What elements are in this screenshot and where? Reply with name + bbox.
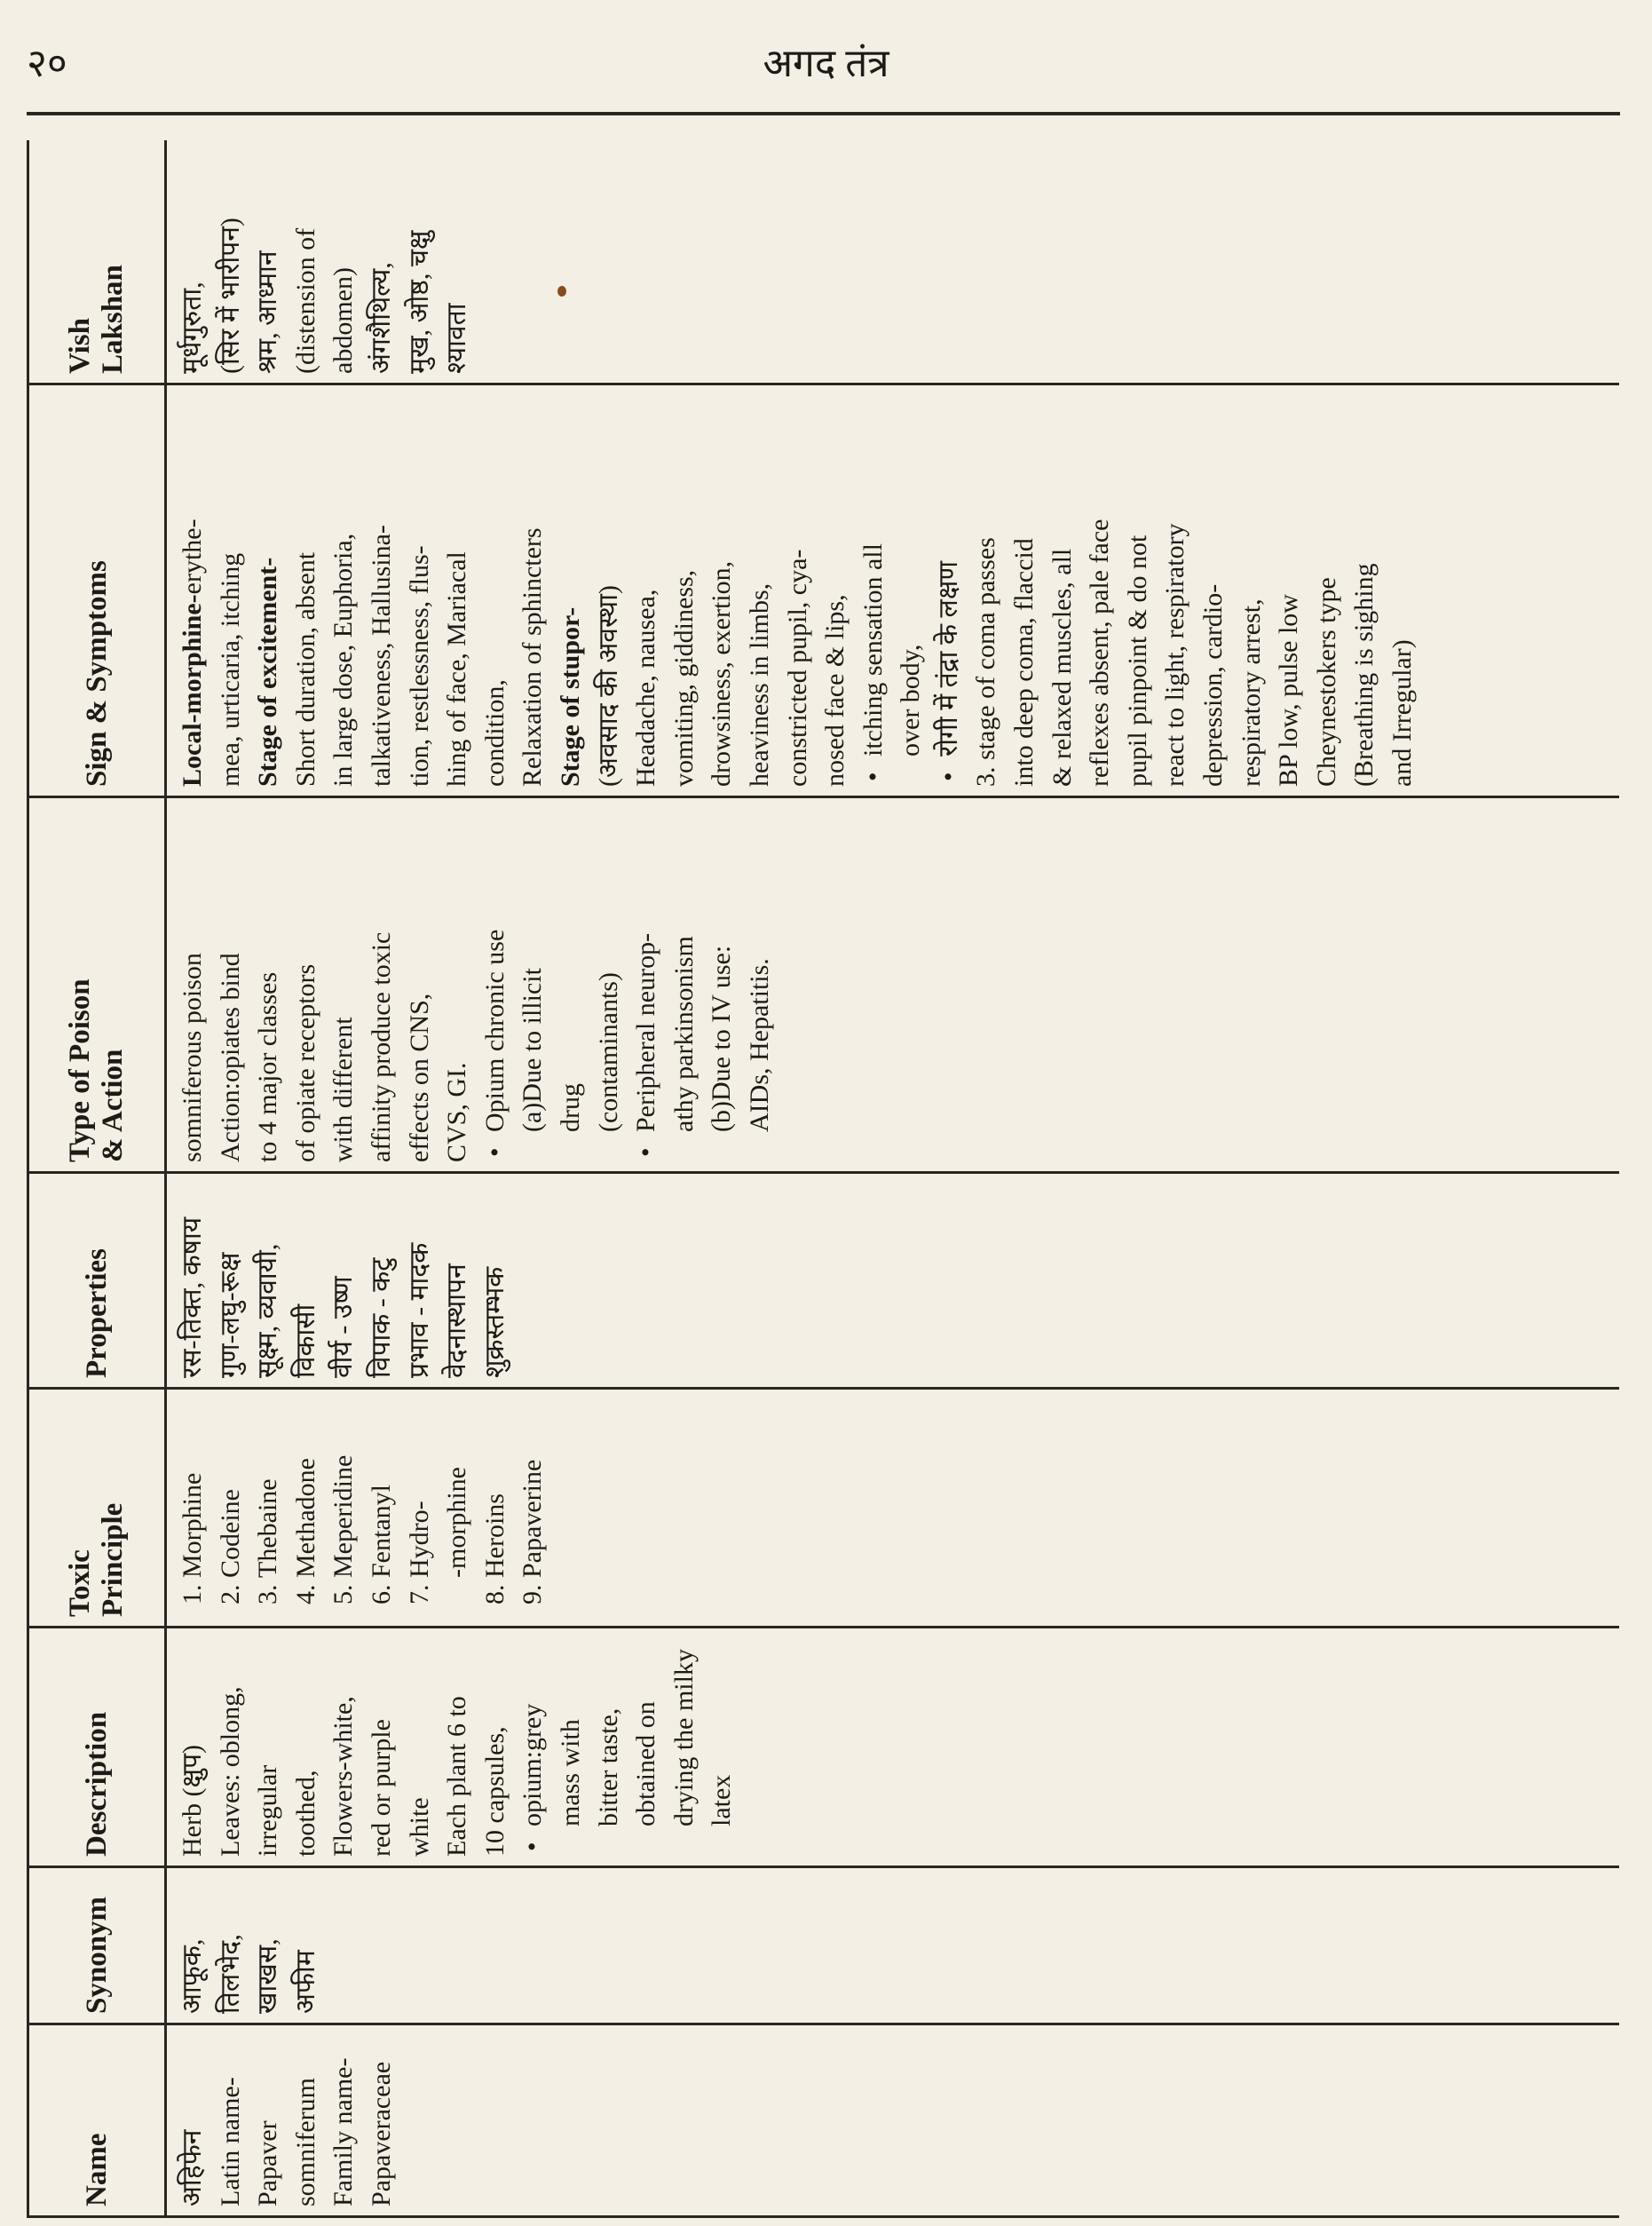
cell-paragraph: • रोगी में तंद्रा के लक्षण: [930, 394, 968, 787]
list-item: 6. Fentanyl: [363, 1398, 401, 1578]
col-header-type-action: Type of Poison & Action: [28, 797, 166, 1173]
list-item: 3. Thebaine: [249, 1398, 288, 1578]
running-head-title: अगद तंत्र: [763, 42, 889, 85]
list-item: 4. Methadone: [288, 1398, 326, 1578]
poison-table: [27, 140, 1619, 2218]
cell-paragraph: Herb (क्षुप) Leaves: oblong, irregular toothed, Flowers-white, red or purple white Each plant 6 to 10 capsules,: [178, 1686, 510, 1857]
cell-description: [166, 1628, 1620, 1867]
list-item: 9. Papaverine: [514, 1398, 552, 1578]
list-item: 7. Hydro- -morphine: [401, 1398, 477, 1578]
cell-paragraph: (अवसाद की अवस्था) Headache, nausea, vomiting, giddiness, drowsiness, exertion, heaviness in limbs, constricted pupil, cya- nosed face & lips,: [593, 549, 850, 787]
list-item: 8. Heroins: [477, 1398, 515, 1578]
header-rule: [27, 112, 1620, 115]
list-item: 5. Meperidine: [325, 1398, 363, 1578]
cell-paragraph: Stage of stupor-: [555, 606, 585, 787]
table-frame: [27, 140, 1619, 2218]
toxic-principle-list: [174, 1398, 552, 1617]
cell-paragraph: • opium:grey mass with bitter taste, obtained on drying the milky latex: [514, 1637, 741, 1857]
col-header-toxic-principle: Toxic Principle: [28, 1389, 166, 1628]
cell-toxic-principle: [166, 1389, 1620, 1628]
col-header-signs-symptoms: Sign & Symptoms: [28, 384, 166, 797]
cell-paragraph: somniferous poison Action:opiates bind to 4 major classes of opiate receptors with different affinity produce toxic effects on CNS, CVS, GI.: [178, 931, 472, 1162]
rotated-table-wrapper: [27, 140, 1619, 2218]
cell-paragraph: • Opium chronic use (a)Due to illicit drug (contaminants): [477, 807, 628, 1162]
cell-signs-symptoms: [166, 384, 1620, 797]
col-header-description: Description: [28, 1628, 166, 1867]
cell-synonym: आफूक, तिलभेद, खाखस, अफीम: [166, 1867, 1620, 2024]
cell-paragraph: • Peripheral neurop- athy parkinsonism (b)Due to IV use: AIDs, Hepatitis.: [628, 807, 779, 1162]
list-item: 1. Morphine: [174, 1398, 212, 1578]
cell-vish-lakshan: मूर्धगुरुता, (सिर में भारीपन) श्रम, आध्मान (distension of abdomen) अंगशैथिल्य, मुख, ओष्ठ, चक्षु श्यावता: [166, 140, 1620, 384]
cell-name: अहिफेन Latin name- Papaver somniferum Family name- Papaveraceae: [166, 2024, 1620, 2217]
cell-paragraph: 3. stage of coma passes into deep coma, flaccid & relaxed muscles, all reflexes absent, pale face pupil pinpoint & do not react to light, respiratory depression, cardio- respiratory arrest, BP low, pulse low Cheynestokers type (Breathing is sighing and Irregular): [971, 519, 1417, 787]
cell-paragraph: Short duration, absent in large dose, Euphoria, talkativeness, Hallusina- tion, restlessness, flus- hing of face, Mariacal condition, Relaxation of sphincters: [290, 525, 548, 787]
col-header-name: Name: [28, 2024, 166, 2217]
col-header-properties: Properties: [28, 1173, 166, 1389]
list-item: 2. Codeine: [212, 1398, 250, 1578]
cell-paragraph: Local-morphine-erythe- mea, urticaria, itching: [178, 519, 245, 787]
cell-type-action: [166, 797, 1620, 1173]
cell-paragraph: Stage of excitement-: [253, 557, 283, 787]
page-number: २०: [27, 42, 67, 85]
header-row: [28, 140, 166, 2217]
table-row: [166, 140, 1620, 2217]
ink-spot: [557, 286, 566, 297]
cell-paragraph: • itching sensation all over body,: [855, 394, 930, 787]
col-header-vish-lakshan: Vish Lakshan: [28, 140, 166, 384]
bold-lead: Local-morphine-: [178, 594, 207, 787]
col-header-synonym: Synonym: [28, 1867, 166, 2024]
cell-properties: रस-तिक्त, कषाय गुण-लघु-रूक्ष सूक्ष्म, व्यवायी, विकासी वीर्य - उष्ण विपाक - कटु प्रभाव - मादक वेदनास्थापन शुक्रस्तम्भक: [166, 1173, 1620, 1389]
